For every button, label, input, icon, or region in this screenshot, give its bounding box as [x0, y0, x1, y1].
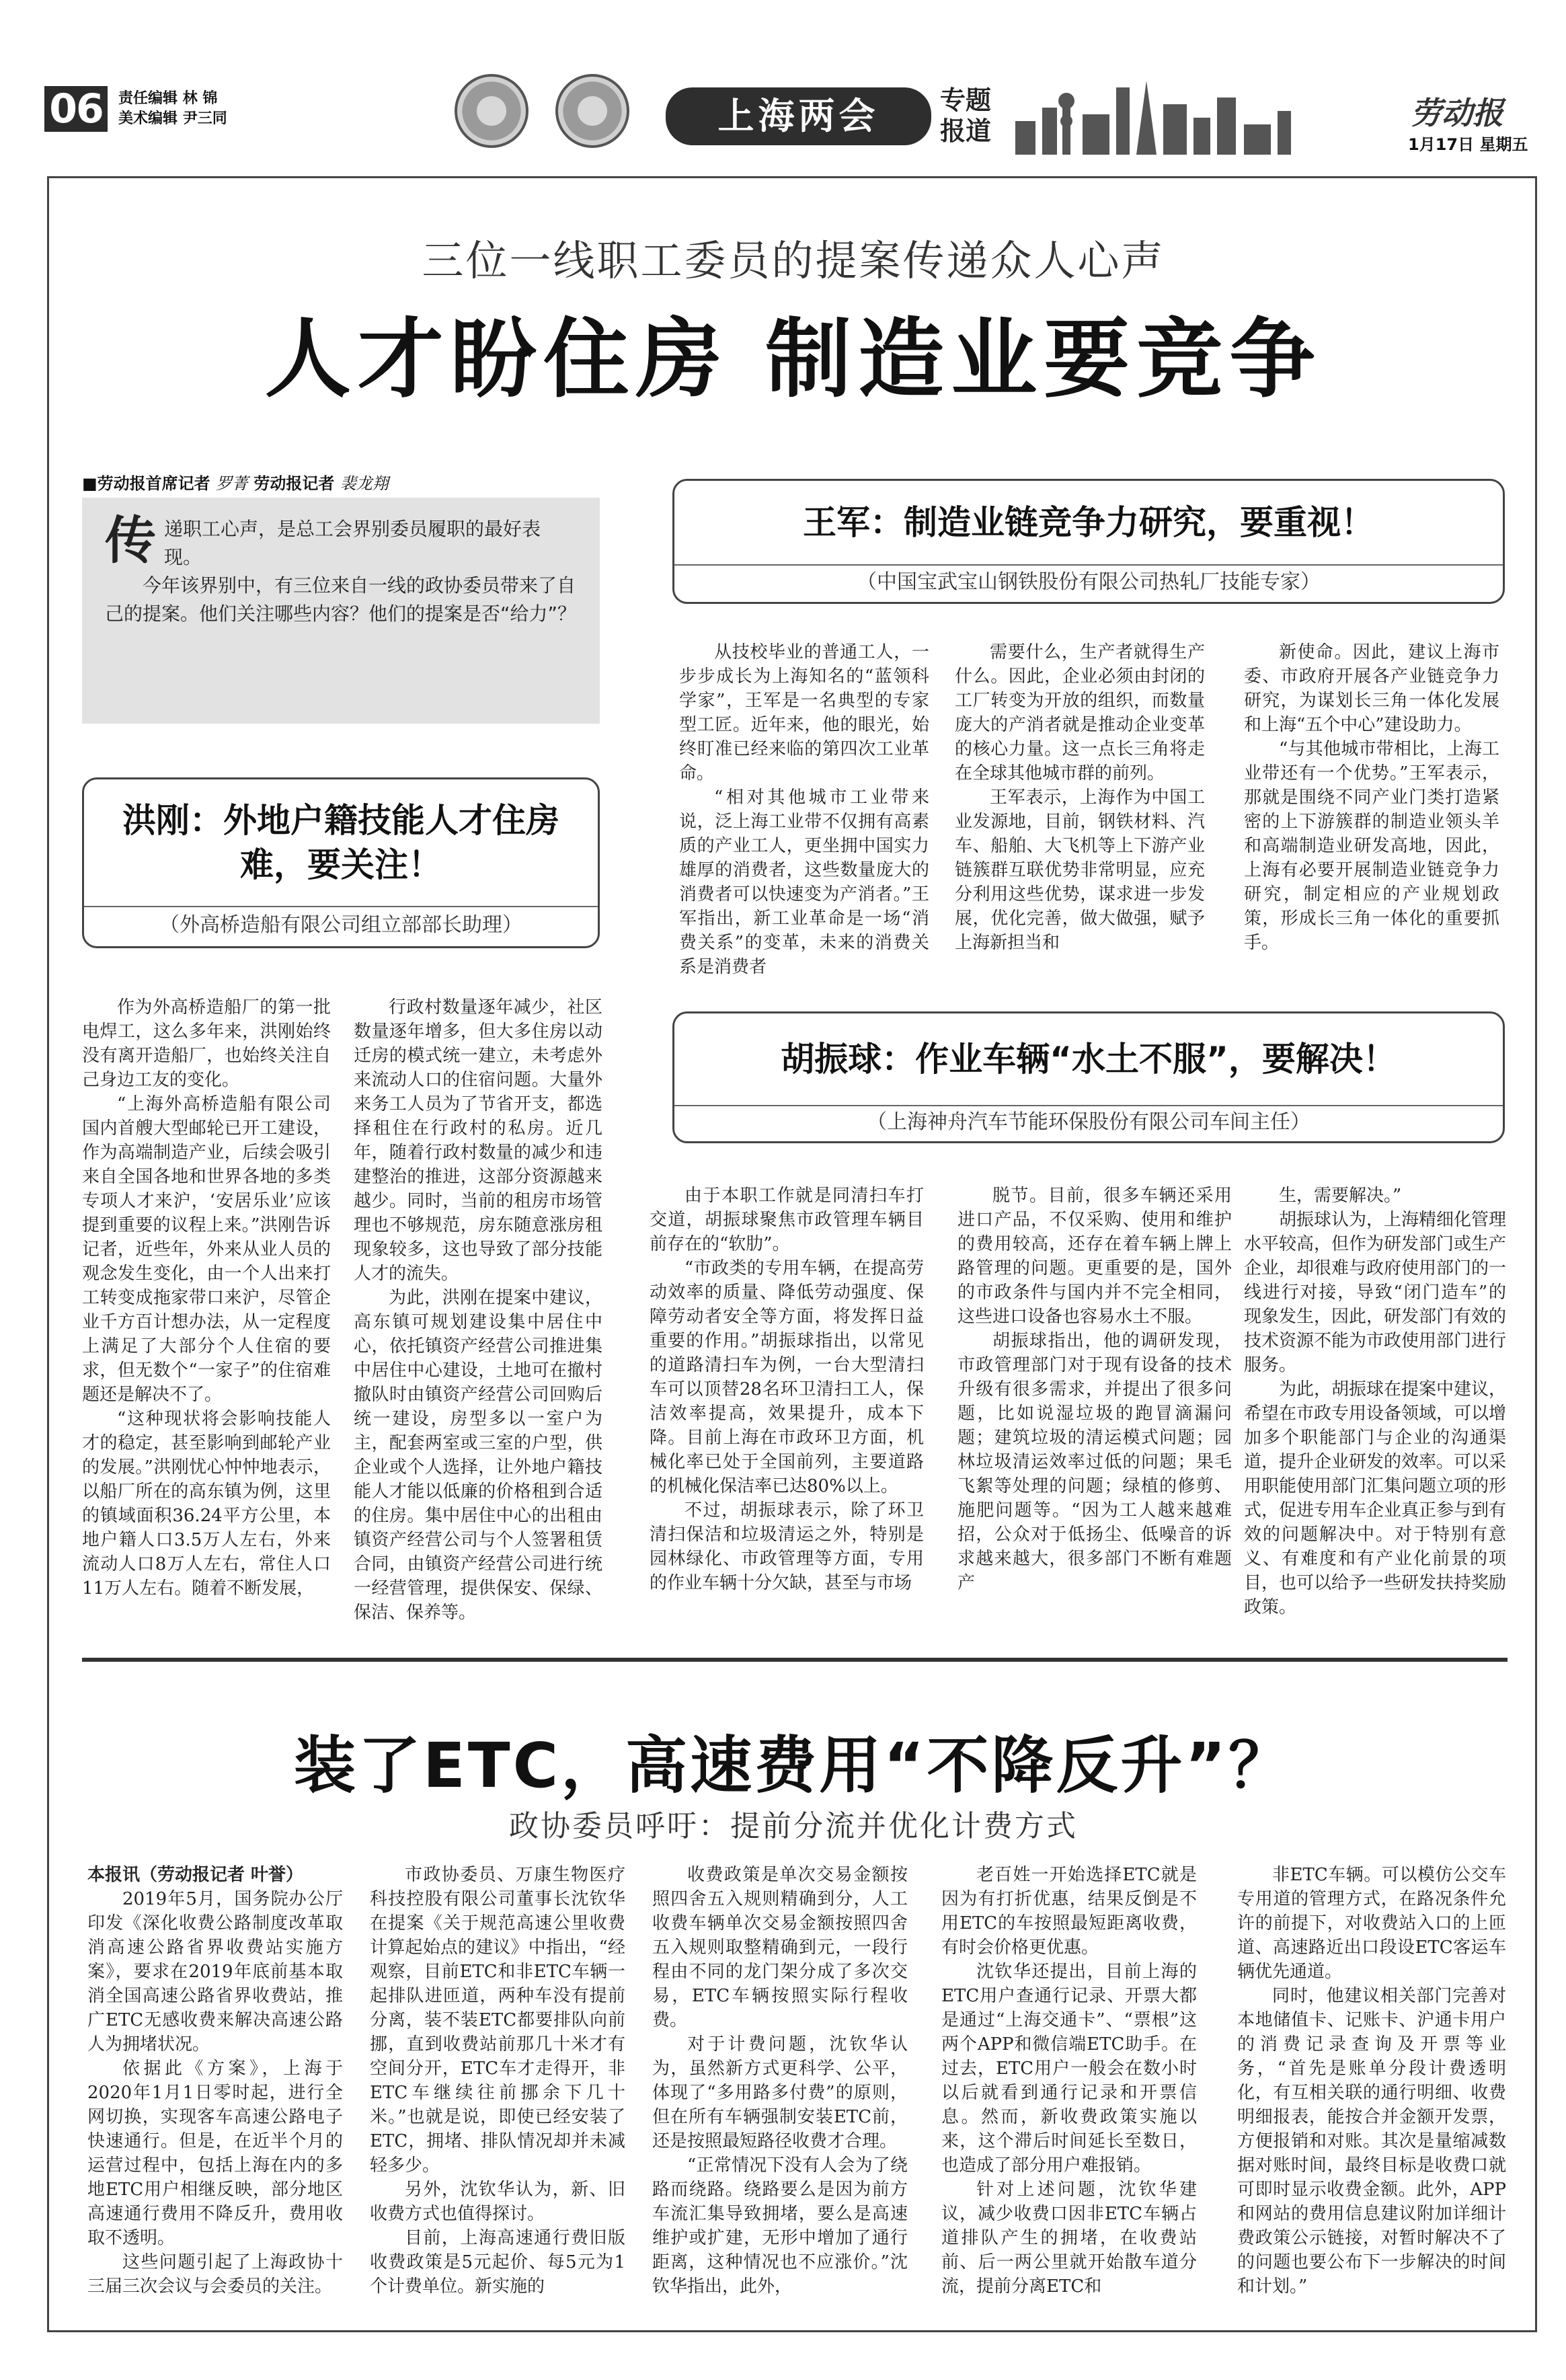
paragraph: 收费政策是单次交易金额按照四舍五入规则精确到分，人工收费车辆单次交易金额按照四舍五入规则取整精确到元，一段行程由不同的龙门架分成了多次交易，ETC车辆按照实际行程收费。 [652, 1865, 908, 2030]
paragraph: 生，需要解决。” [1279, 1186, 1402, 1206]
lead-headline: 人才盼住房 制造业要竞争 [264, 309, 1323, 410]
paragraph: 同时，他建议相关部门完善对本地储值卡、记账卡、沪通卡用户的消费记录查询及开票等业务，“首先是账单分段计费透明化，有互相关联的通行明细、收费明细报表，能按合并金额开发票，方便报销和对账。其次是量缩减数据对账时间，最终目标是收费口就可即时显示收费金额。此外，APP和网站的费用信息建议附加详细计费政策公示链接，对暂时解决不了的问题也要公布下一步解决的时间和计划。” [1237, 1986, 1506, 2297]
section-title: 王军：制造业链竞争力研究，要重视！ [674, 481, 1503, 566]
paragraph: 作为外高桥造船厂的第一批电焊工，这么多年来，洪刚始终没有离开造船厂，也始终关注自己身边工友的变化。 [82, 997, 331, 1090]
paragraph: “上海外高桥造船有限公司国内首艘大型邮轮已开工建设，作为高端制造产业，后续会吸引来自全国各地和世界各地的多类专项人才来沪，‘安居乐业’应该提到重要的议程上来。”洪刚告诉记者，近些年，外来从业人员的观念发生变化，由一个人出来打工转变成拖家带口来沪，尽管企业千方百计想办法，从一定程度上满足了大部分个人住宿的要求，但无数个“一家子”的住宿难题还是解决不了。 [82, 1094, 331, 1405]
lead-byline [82, 473, 389, 494]
section-box-huzhenqiu [672, 1011, 1505, 1143]
paragraph: 脱节。目前，很多车辆还采用进口产品，不仅采购、使用和维护的费用较高，还存在着车辆上牌上路管理的问题。更重要的是，国外的市政条件与国内并不完全相同，这些进口设备也容易水土不服。 [957, 1186, 1232, 1327]
paragraph: 胡振球认为，上海精细化管理水平较高，但作为研发部门或生产企业，却很难与政府使用部门的一线进行对接，导致“闭门造车”的现象发生，因此，研发部门有效的技术资源不能为市政使用部门进行服务。 [1244, 1210, 1507, 1375]
paragraph: 市政协委员、万康生物医疗科技控股有限公司董事长沈钦华在提案《关于规范高速公里收费计算起始点的建议》中指出，“经观察，目前ETC和非ETC车辆一起排队进匝道，两种车没有提前分离，装不装ETC都要排队向前挪，直到收费站前那几十米才有空间分开，ETC车才走得开，非ETC车继续往前挪余下几十米。”也就是说，即使已经安装了ETC，拥堵、排队情况却并未减轻多少。 [370, 1865, 625, 2176]
huzhenqiu-column-3 [1244, 1184, 1506, 1625]
paragraph: 新使命。因此，建议上海市委、市政府开展各产业链竞争力研究，为谋划长三角一体化发展和上海“五个中心”建设助力。 [1244, 642, 1499, 735]
intro-text-1: 递职工心声，是总工会界别委员履职的最好表现。 [164, 518, 541, 568]
etc-column-4 [941, 1863, 1197, 2307]
byline-name-1: 罗菁 [216, 474, 249, 493]
honggang-column-2 [354, 995, 602, 1627]
paragraph: 从技校毕业的普通工人，一步步成长为上海知名的“蓝领科学家”，王军是一名典型的专家型工匠。近年来，他的眼光，始终盯准已经来临的第四次工业革命。 [679, 642, 929, 783]
editor-label: 责任编辑 [118, 90, 178, 107]
etc-column-3 [652, 1863, 908, 2307]
paragraph: “这种现状将会影响技能人才的稳定，甚至影响到邮轮产业的发展。”洪刚忧心忡忡地表示，以船厂所在的高东镇为例，这里的镇域面积36.24平方公里，本地户籍人口3.5万人左右，外来流动人口8万人左右，常住人口11万人左右。随着不断发展， [82, 1409, 331, 1599]
page-number: 06 [44, 86, 108, 132]
skyline-icon [1002, 74, 1419, 155]
byline-name-2: 裴龙翔 [340, 474, 389, 493]
etc-column-1-body [87, 1887, 343, 2299]
section-box-wangjun [672, 479, 1505, 604]
paragraph: 王军表示，上海作为中国工业发源地，目前，钢铁材料、汽车、船舶、大飞机等上下游产业链簇群互联优势非常明显，应充分利用这些优势，谋求进一步发展，优化完善，做大做强，赋予上海新担当和 [955, 788, 1205, 953]
art-editor-label: 美术编辑 [118, 110, 178, 127]
paragraph: 非ETC车辆。可以模仿公交车专用道的管理方式，在路况条件允许的前提下，对收费站入口的上匝道、高速路近出口段设ETC客运车辆优先通道。 [1237, 1865, 1506, 1982]
paragraph: 这些问题引起了上海政协十三届三次会议与会委员的关注。 [87, 2252, 343, 2297]
national-emblem-icon [455, 74, 528, 148]
paragraph: 需要什么，生产者就得生产什么。因此，企业必须由封闭的工厂转变为开放的组织，而数量庞大的产消者就是推动企业变革的核心力量。这一点长三角将走在全球其他城市群的前列。 [955, 642, 1205, 783]
byline-label: ■劳动报首席记者 [82, 474, 210, 493]
etc-headline: 装了ETC，高速费用“不降反升”？ [293, 1730, 1294, 1802]
wangjun-column-1 [679, 640, 929, 977]
special-report-line-1: 专题 [940, 85, 992, 115]
huzhenqiu-column-2 [957, 1184, 1232, 1625]
art-editor-name: 尹三同 [182, 110, 227, 127]
lead-intro [82, 498, 600, 724]
paragraph: 沈钦华还提出，目前上海的ETC用户查通行记录、开票大都是通过“上海交通卡”、“票根”这两个APP和微信端ETC助手。在过去，ETC用户一般会在数小时以后就看到通行记录和开票信息。然而，新收费政策实施以来，这个滞后时间延长至数日，也造成了部分用户难报销。 [941, 1962, 1197, 2176]
paragraph: 为此，胡振球在提案中建议，希望在市政专用设备领域，可以增加多个职能部门与企业的沟通渠道，提升企业研发的效率。可以采用职能使用部门汇集问题立项的形式，促进专用车企业真正参与到有效的问题解决中。对于特别有意义、有难度和有产业化前景的项目，也可以给予一些研发扶持奖励政策。 [1244, 1379, 1507, 1617]
paragraph: 老百姓一开始选择ETC就是因为有打折优惠，结果反倒是不用ETC的车按照最短距离收费，有时会价格更优惠。 [941, 1865, 1197, 1958]
paragraph: 对于计费问题，沈钦华认为，虽然新方式更科学、公平，体现了“多用路多付费”的原则，但在所有车辆强制安装ETC前，还是按照最短路径收费才合理。 [652, 2034, 908, 2151]
paragraph: 目前，上海高速通行费旧版收费政策是5元起价、每5元为1个计费单位。新实施的 [370, 2228, 625, 2297]
paragraph: 行政村数量逐年减少，社区数量逐年增多，但大多住房以动迁房的模式统一建立，未考虑外来流动人口的住宿问题。大量外来务工人员为了节省开支，都选择租住在行政村的私房。近几年，随着行政村数量的减少和违建整治的推进，这部分资源越来越少。同时，当前的租房市场管理也不够规范，房东随意涨房租现象较多，这也导致了部分技能人才的流失。 [354, 997, 602, 1284]
wangjun-column-3 [1244, 640, 1499, 959]
paragraph: 另外，沈钦华认为，新、旧收费方式也值得探讨。 [370, 2180, 625, 2224]
special-report-label [940, 85, 991, 147]
etc-column-1 [87, 1863, 343, 2307]
lead-kicker: 三位一线职工委员的提案传递众人心声 [422, 236, 1165, 285]
section-box-honggang [82, 777, 600, 948]
editor-credits [118, 89, 227, 129]
paragraph: “相对其他城市工业带来说，泛上海工业带不仅拥有高素质的产业工人，更坐拥中国实力雄厚的消费者，这些数量庞大的消费者可以快速变为产消者。”王军指出，新工业革命是一场“消费关系”的变革，未来的消费关系是消费者 [679, 788, 929, 977]
issue-date: 1月17日 星期五 [1408, 135, 1528, 154]
etc-byline: 本报讯（劳动报记者 叶誉） [87, 1865, 304, 1885]
byline-label-2: 劳动报记者 [253, 474, 335, 493]
paragraph: “与其他城市带相比，上海工业带还有一个优势。”王军表示，那就是围绕不同产业门类打造紧密的上下游簇群的制造业领头羊和高端制造业研发高地，因此，上海有必要开展制造业链竞争力研究，制定相应的产业规划政策，形成长三角一体化的重要抓手。 [1244, 739, 1499, 953]
section-banner: 上海两会 [666, 87, 931, 145]
section-subtitle: （外高桥造船有限公司组立部部长助理） [159, 913, 522, 937]
honggang-column-1 [82, 995, 331, 1627]
paragraph: 依据此《方案》，上海于2020年1月1日零时起，进行全网切换，实现客车高速公路电子快速通行。但是，在近半个月的运营过程中，包括上海在内的多地ETC用户相继反映，部分地区高速通行费用不降反升，费用收取不透明。 [87, 2059, 343, 2248]
section-divider [82, 1658, 1508, 1662]
special-report-line-2: 报道 [940, 116, 992, 146]
cppcc-emblem-icon [555, 74, 629, 148]
paragraph: 针对上述问题，沈钦华建议，减少收费口因非ETC车辆占道排队产生的拥堵，在收费站前、后一两公里就开始散车道分流，提前分离ETC和 [941, 2180, 1197, 2297]
section-subtitle: （上海神舟汽车节能环保股份有限公司车间主任） [867, 1110, 1310, 1134]
section-title: 洪刚：外地户籍技能人才住房难，要关注！ [84, 779, 598, 907]
paragraph: “正常情况下没有人会为了绕路而绕路。绕路要么是因为前方车流汇集导致拥堵，要么是高速维护或扩建，无形中增加了通行距离，这种情况也不应涨价。”沈钦华指出，此外， [652, 2155, 908, 2297]
etc-column-2 [370, 1863, 625, 2307]
wangjun-column-2 [955, 640, 1205, 959]
section-title: 胡振球：作业车辆“水土不服”，要解决！ [674, 1013, 1503, 1106]
intro-dropcap: 传 [105, 510, 156, 570]
section-subtitle: （中国宝武宝山钢铁股份有限公司热轧厂技能专家） [857, 570, 1321, 594]
paragraph: 不过，胡振球表示，除了环卫清扫保洁和垃圾清运之外，特别是园林绿化、市政管理等方面，专用的作业车辆十分欠缺，甚至与市场 [650, 1500, 924, 1593]
editor-name: 林 锦 [182, 90, 218, 107]
paragraph: 为此，洪刚在提案中建议，高东镇可规划建设集中居住中心，依托镇资产经营公司推进集中居住中心建设，土地可在撤村撤队时由镇资产经营公司回购后统一建设，房型多以一室户为主，配套两室或三室的户型，供企业或个人选择，让外地户籍技能人才能以低廉的价格租到合适的住房。集中居住中心的出租由镇资产经营公司与个人签署租赁合同，由镇资产经营公司进行统一经营管理，提供保安、保绿、保洁、保养等。 [354, 1288, 602, 1623]
huzhenqiu-column-1 [650, 1184, 924, 1625]
etc-column-5 [1237, 1863, 1506, 2307]
masthead-logo: 劳动报 [1411, 95, 1503, 131]
etc-subhead: 政协委员呼吁：提前分流并优化计费方式 [509, 1809, 1078, 1843]
intro-text-2: 今年该界别中，有三位来自一线的政协委员带来了自己的提案。他们关注哪些内容？他们的提案是否“给力”？ [105, 574, 577, 625]
paragraph: 2019年5月，国务院办公厅印发《深化收费公路制度改革取消高速公路省界收费站实施方案》，要求在2019年底前基本取消全国高速公路省界收费站，推广ETC无感收费来解决高速公路人为拥堵状况。 [87, 1889, 343, 2055]
paragraph: “市政类的专用车辆，在提高劳动效率的质量、降低劳动强度、保障劳动者安全等方面，将发挥日益重要的作用。”胡振球指出，以常见的道路清扫车为例，一台大型清扫车可以顶替28名环卫清扫工人，保洁效率提高，效果提升，成本下降。目前上海在市政环卫方面，机械化率已处于全国前列，主要道路的机械化保洁率已达80%以上。 [650, 1258, 924, 1496]
paragraph: 由于本职工作就是同清扫车打交道，胡振球聚焦市政管理车辆目前存在的“软肋”。 [650, 1186, 924, 1254]
paragraph: 胡振球指出，他的调研发现，市政管理部门对于现有设备的技术升级有很多需求，并提出了很多问题，比如说湿垃圾的跑冒滴漏问题；建筑垃圾的清运模式问题；园林垃圾清运效率过低的问题；果毛飞絮等处理的问题；绿植的修剪、施肥问题等。“因为工人越来越难招，公众对于低扬尘、低噪音的诉求越来越大，很多部门不断有难题产 [957, 1331, 1232, 1593]
